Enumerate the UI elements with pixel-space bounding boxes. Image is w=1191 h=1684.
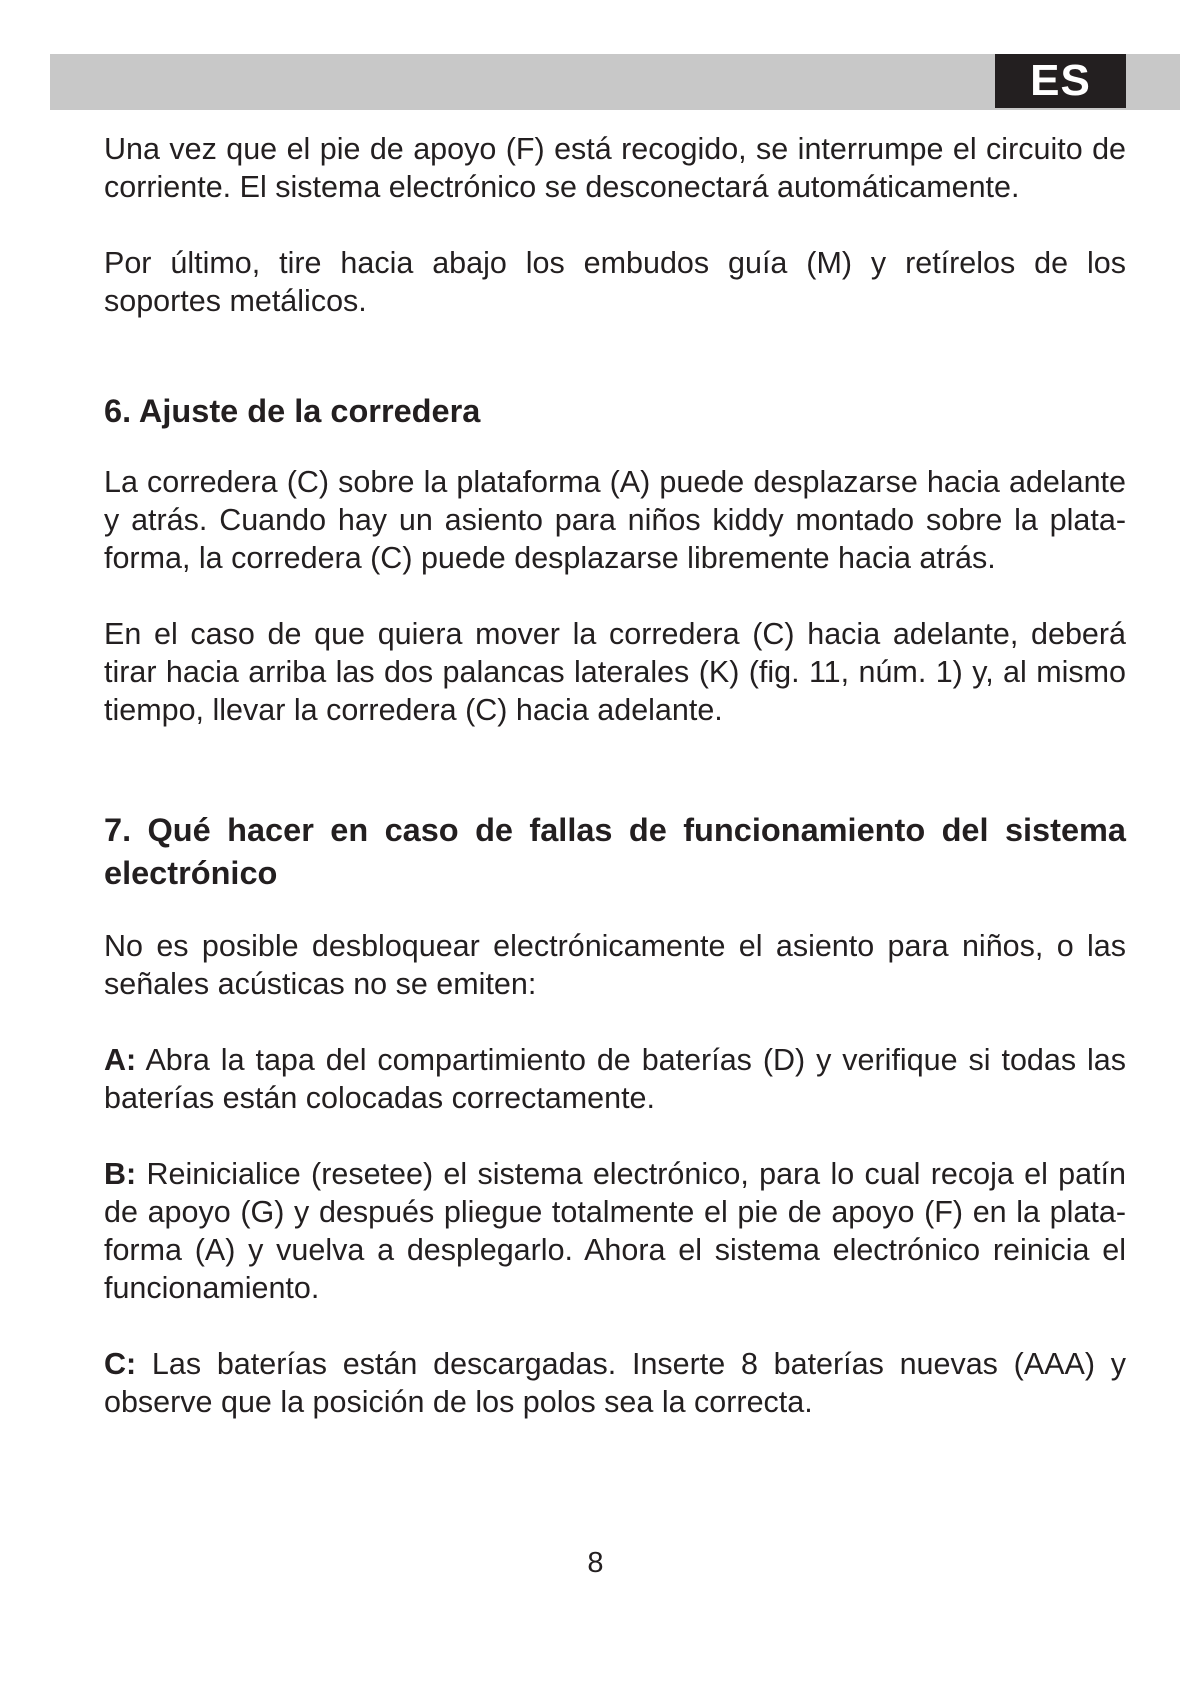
section-6-paragraph-1: La corredera (C) sobre la plataforma (A) puede desplazarse hacia adelante y atrás. Cuando hay un asiento para niños kiddy montado sobre la plataforma, la corredera (C) puede desplazarse libremente hacia atrás. [104, 465, 1126, 575]
item-a-label: A: [104, 1043, 137, 1077]
section-6-paragraph-2: En el caso de que quiera mover la corredera (C) hacia adelante, deberá tirar hacia arriba las dos palancas laterales (K) (fig. 11, núm. 1) y, al mismo tiempo, llevar la corredera (C) hacia adelante. [104, 617, 1126, 727]
item-b [104, 1155, 1126, 1307]
item-c-text: Las baterías están descargadas. Inserte 8 baterías nuevas (AAA) y observe que la posición de los polos sea la correcta. [104, 1347, 1126, 1419]
intro-paragraph-1: Una vez que el pie de apoyo (F) está recogido, se interrumpe el circuito de corriente. El sistema electrónico se desconectará automáticamente. [104, 132, 1126, 204]
page-content [104, 130, 1126, 1421]
item-b-text: Reinicialice (resetee) el sistema electrónico, para lo cual recoja el patín de apoyo (G) y después pliegue totalmente el pie de apoyo (F) en la plataforma (A) y vuelva a desplegarlo. Ahora el sistema electrónico reinicia el funcionamiento. [104, 1157, 1126, 1305]
item-c-label: C: [104, 1347, 137, 1381]
item-a [104, 1041, 1126, 1117]
page-number: 8 [587, 1547, 604, 1579]
item-b-label: B: [104, 1157, 137, 1191]
section-6-heading: 6. Ajuste de la corredera [104, 393, 481, 429]
section-7-heading: 7. Qué hacer en caso de fallas de funcionamiento del sistema electrónico [104, 812, 1126, 891]
language-badge: ES [995, 54, 1126, 108]
item-a-text: Abra la tapa del compartimiento de baterías (D) y verifique si todas las baterías están colocadas correctamente. [104, 1043, 1127, 1115]
item-c [104, 1345, 1126, 1421]
section-7-intro: No es posible desbloquear electrónicamente el asiento para niños, o las señales acústicas no se emiten: [104, 929, 1126, 1001]
intro-paragraph-2: Por último, tire hacia abajo los embudos guía (M) y retírelos de los soportes metálicos. [104, 246, 1126, 318]
